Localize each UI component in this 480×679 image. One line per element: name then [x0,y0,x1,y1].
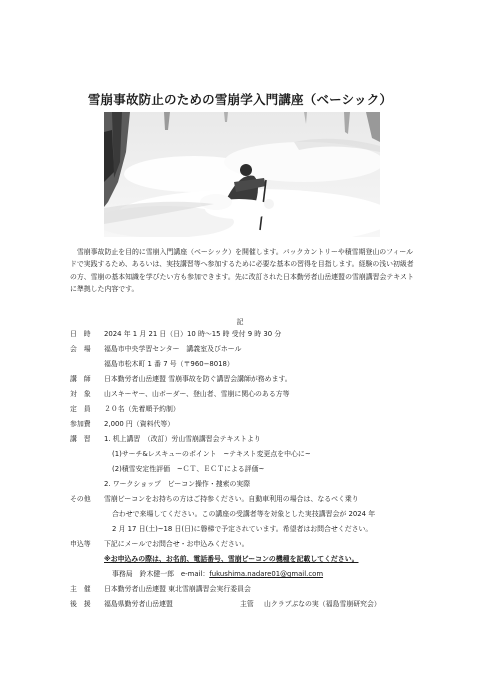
venue-value: 福島市中央学習センター 講義室及びホール [104,345,242,353]
schedule-label: 日 時 [70,330,91,338]
instructor-label: 講 師 [70,375,91,383]
lecture-label: 講 習 [70,435,91,443]
apply-label: 申込等 [70,540,91,548]
office-contact [112,570,323,579]
venue-label: 会 場 [70,345,91,353]
organizer-value: 日本勤労者山岳連盟 東北雪崩講習会実行委員会 [104,585,251,593]
lecture-item-2: 2. ワークショップ ビーコン操作・捜索の実際 [104,480,251,488]
capacity-label: 定 員 [70,405,91,413]
other-text-2: 合わせで来場してください。この講座の受講者等を対象とした実技講習会が 2024 年 [112,510,376,518]
photo-illustration [104,112,380,237]
fee-label: 参加費 [70,420,91,428]
ki-heading: 記 [236,318,244,326]
venue-address: 福島市松木町 1 番 7 号（〒960−8018） [104,360,234,368]
organizer-label: 主 催 [70,585,91,593]
page-title: 雪崩事故防止のための雪崩学入門講座（ベーシック） [87,92,393,107]
capacity-value: ２０名（先着順予約制） [104,405,180,413]
apply-notice: ※お申込みの際は、お名前、電話番号、雪崩ビーコンの機種を記載してください。 [104,555,359,563]
office-label: 事務局 鈴木健一郎 e-mail： [112,570,210,578]
other-text-1: 雪崩ビーコンをお持ちの方はご持参ください。自動車利用の場合は、なるべく乗り [104,495,359,503]
support-label: 後 援 [70,600,91,608]
target-value: 山スキーヤー、山ボーダー、登山者、雪崩に関心のある方等 [104,390,290,398]
other-label: その他 [70,495,91,503]
lecture-item-1b: (2)積雪安定性評価 ~ＣＴ、ＥＣＴによる評価~ [112,465,265,473]
support-value: 福島県勤労者山岳連盟 [104,600,173,608]
email-link[interactable]: fukushima.nadare01@gmail.com [209,570,324,578]
host-label: 主管 [240,600,254,608]
fee-value: 2,000 円（資料代等） [104,420,175,428]
lecture-item-1a: (1)サーチ&レスキューのポイント ~テキスト変更点を中心に~ [112,450,311,458]
other-text-3: 2 月 17 日(土)~18 日(日)に磐梯で予定されています。希望者はお問合せください。 [112,525,373,533]
schedule-value: 2024 年 1 月 21 日（日）10 時〜15 時 受付 9 時 30 分 [104,330,282,338]
instructor-value: 日本勤労者山岳連盟 雪崩事故を防ぐ講習会講師が務めます。 [104,375,292,383]
intro-paragraph: 雪崩事故防止を目的に雪崩入門講座（ベーシック）を開催します。バックカントリーや積雪期登山のフィールドで実践するため、あるいは、実技講習等へ参加するために必要な基本の習得を目指します。経験の浅い初級者の方、雪崩の基本知識を学びたい方も参加できます。先に改訂された日本勤労者山岳連盟の雪崩講習会テキストに準拠した内容です。 [70,248,414,294]
apply-value: 下記にメールでお問合せ・お申込みください。 [104,540,249,548]
snow-skier-photo [104,112,380,237]
host-value: 山クラブぶなの実（福島雪崩研究会） [264,600,381,608]
lecture-item-1: 1. 机上講習 （改訂）労山雪崩講習会テキストより [104,435,261,443]
target-label: 対 象 [70,390,91,398]
